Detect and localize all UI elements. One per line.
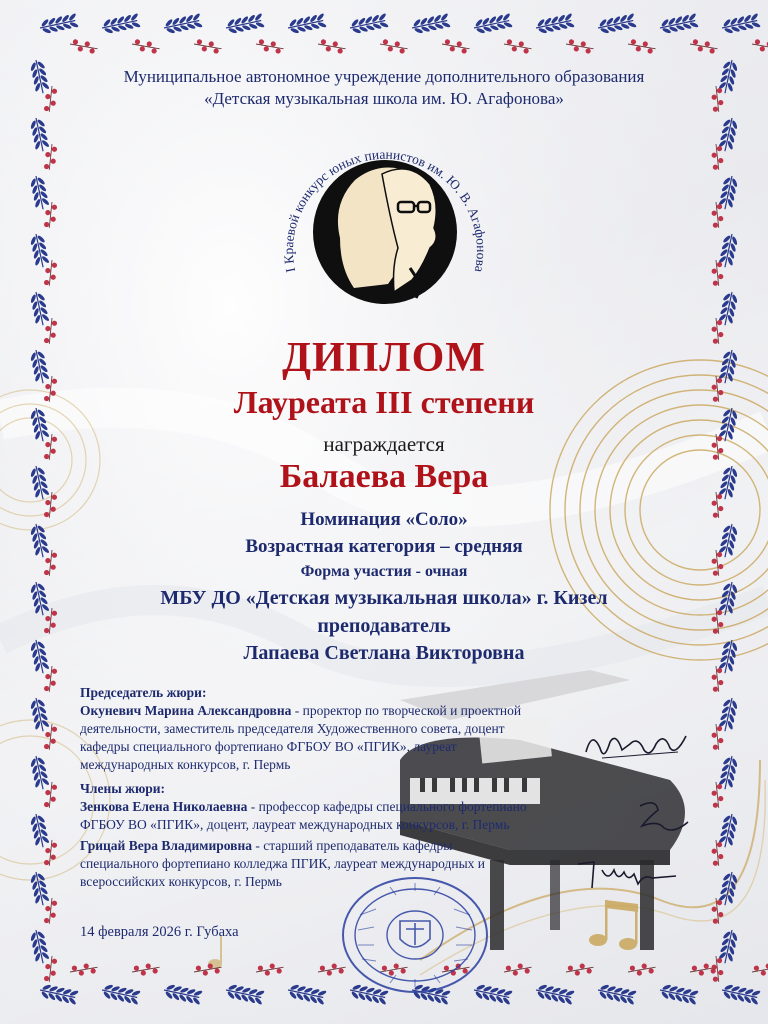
berry-branch-icon — [710, 955, 724, 982]
berry-branch-icon — [710, 143, 724, 170]
leaf-sprig-icon — [100, 982, 141, 1006]
jury-chair-desc-4: международных конкурсов, г. Пермь — [80, 757, 291, 772]
date-place: 14 февраля 2026 г. Губаха — [80, 924, 239, 940]
member-1-signature — [634, 796, 694, 842]
leaf-sprig-icon — [28, 754, 51, 791]
leaf-sprig-icon — [28, 290, 51, 327]
berry-branch-icon — [44, 781, 58, 808]
diploma-title: ДИПЛОМ — [282, 335, 486, 381]
leaf-sprig-icon — [596, 982, 637, 1006]
berry-branch-icon — [44, 259, 58, 286]
leaf-sprig-icon — [348, 12, 389, 36]
berry-branch-icon — [565, 38, 595, 54]
jury-member-1 — [80, 798, 640, 834]
leaf-sprig-icon — [162, 982, 203, 1006]
jury-chair-desc-1: - проректор по творческой и проектной — [291, 703, 522, 718]
berry-branch-icon — [131, 962, 161, 978]
berry-branch-icon — [710, 839, 724, 866]
berry-branch-icon — [193, 962, 223, 978]
jury-member-2-desc-1: - старший преподаватель кафедры — [252, 838, 453, 853]
leaf-sprig-icon — [658, 982, 699, 1006]
leaf-sprig-icon — [472, 12, 513, 36]
contest-logo — [270, 108, 500, 338]
jury-member-2-desc-3: всероссийских конкурсов, г. Пермь — [80, 874, 282, 889]
jury-members-heading: Члены жюри: — [80, 781, 166, 796]
jury-member-1-name: Зенкова Елена Николаевна — [80, 799, 248, 814]
logo-arc-text: I Краевой конкурс юных пианистов им. Ю. В. Агафонова — [280, 146, 490, 274]
berry-branch-icon — [503, 38, 533, 54]
leaf-sprig-icon — [162, 12, 203, 36]
berry-branch-icon — [44, 955, 58, 982]
berry-branch-icon — [689, 38, 719, 54]
leaf-sprig-icon — [720, 12, 761, 36]
berry-branch-icon — [44, 201, 58, 228]
leaf-sprig-icon — [658, 12, 699, 36]
berry-branch-icon — [44, 665, 58, 692]
leaf-sprig-icon — [286, 12, 327, 36]
jury-member-2-desc-2: специального фортепиано колледжа ПГИК, лауреат международных и — [80, 856, 486, 871]
berry-branch-icon — [751, 38, 768, 54]
jury-member-1-desc-1: - профессор кафедры специального фортепиано — [247, 799, 527, 814]
leaf-sprig-icon — [28, 812, 51, 849]
jury-chair-desc-2: деятельности, заместитель председателя Художественного совета, доцент — [80, 721, 505, 736]
leaf-sprig-icon — [596, 12, 637, 36]
jury-chair-desc-3: кафедры специального фортепиано ФГБОУ ВО «ПГИК», лауреат — [80, 739, 457, 754]
jury-member-1-desc-2: ФГБОУ ВО «ПГИК», доцент, лауреат международных конкурсов, г. Пермь — [80, 817, 510, 832]
berry-branch-icon — [710, 897, 724, 924]
berry-branch-icon — [131, 38, 161, 54]
jury-member-2-name: Грицай Вера Владимировна — [80, 838, 252, 853]
leaf-sprig-icon — [224, 982, 265, 1006]
berry-branch-icon — [255, 962, 285, 978]
berry-branch-icon — [751, 962, 768, 978]
crest-icon — [400, 921, 430, 947]
berry-branch-icon — [69, 962, 99, 978]
jury-chair-text — [80, 702, 640, 774]
berry-branch-icon — [710, 665, 724, 692]
berry-branch-icon — [255, 38, 285, 54]
berry-branch-icon — [44, 897, 58, 924]
berry-branch-icon — [710, 781, 724, 808]
berry-branch-icon — [710, 201, 724, 228]
leaf-sprig-icon — [534, 12, 575, 36]
age-category: Возрастная категория – средняя — [245, 536, 523, 557]
leaf-sprig-icon — [286, 982, 327, 1006]
school-name: МБУ ДО «Детская музыкальная школа» г. Кизел — [160, 587, 608, 609]
organization-line-2: «Детская музыкальная школа им. Ю. Агафонова» — [204, 89, 564, 108]
leaf-sprig-icon — [100, 12, 141, 36]
berry-branch-icon — [710, 259, 724, 286]
leaf-sprig-icon — [224, 12, 265, 36]
leaf-sprig-icon — [720, 982, 761, 1006]
recipient-name: Балаева Вера — [279, 458, 489, 495]
official-stamp — [340, 875, 490, 995]
berry-branch-icon — [69, 38, 99, 54]
berry-branch-icon — [44, 723, 58, 750]
leaf-sprig-icon — [28, 928, 51, 965]
participation-form: Форма участия - очная — [300, 563, 468, 580]
leaf-sprig-icon — [28, 116, 51, 153]
leaf-sprig-icon — [28, 696, 51, 733]
berry-branch-icon — [193, 38, 223, 54]
teacher-name: Лапаева Светлана Викторовна — [243, 642, 525, 664]
berry-branch-icon — [44, 143, 58, 170]
awarded-text: награждается — [323, 432, 445, 456]
leaf-sprig-icon — [38, 982, 79, 1006]
berry-branch-icon — [317, 38, 347, 54]
leaf-sprig-icon — [28, 174, 51, 211]
diploma-degree: Лауреата III степени — [233, 384, 535, 420]
chair-signature — [582, 722, 692, 772]
berry-branch-icon — [379, 38, 409, 54]
berry-branch-icon — [627, 38, 657, 54]
jury-chair-name: Окуневич Марина Александровна — [80, 703, 292, 718]
nomination: Номинация «Соло» — [300, 509, 468, 530]
leaf-sprig-icon — [28, 870, 51, 907]
leaf-sprig-icon — [534, 982, 575, 1006]
teacher-role: преподаватель — [317, 615, 451, 637]
leaf-sprig-icon — [410, 12, 451, 36]
jury-chair-heading: Председатель жюри: — [80, 685, 207, 700]
organization-line-1: Муниципальное автономное учреждение дополнительного образования — [123, 67, 645, 86]
member-2-signature — [572, 852, 682, 894]
leaf-sprig-icon — [38, 12, 79, 36]
berry-branch-icon — [44, 839, 58, 866]
berry-branch-icon — [710, 723, 724, 750]
berry-branch-icon — [441, 38, 471, 54]
leaf-sprig-icon — [28, 232, 51, 269]
